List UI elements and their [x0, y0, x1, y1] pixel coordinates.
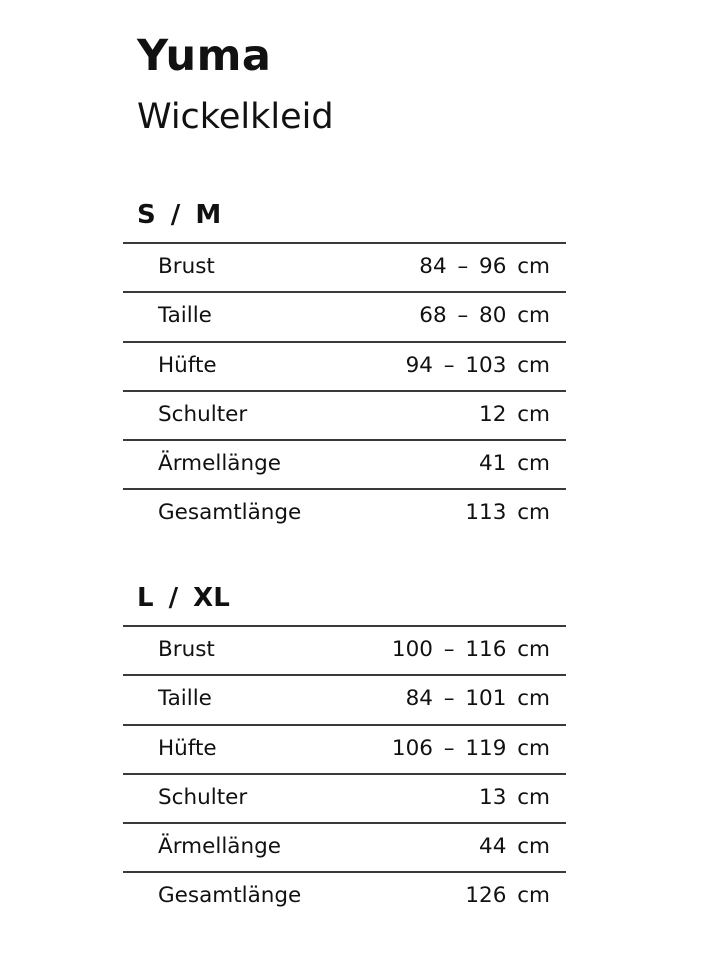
- measurement-label: Schulter: [158, 784, 248, 810]
- table-row: [123, 674, 566, 723]
- section-heading: S / M: [137, 200, 222, 230]
- measurement-label: Ärmellänge: [158, 834, 281, 860]
- measurement-value: 68 – 80 cm: [419, 303, 550, 329]
- measurement-label: Hüfte: [158, 735, 217, 761]
- measurement-table: [123, 625, 566, 921]
- measurement-label: Brust: [158, 254, 215, 279]
- table-row: [123, 488, 566, 537]
- table-row: [123, 773, 566, 822]
- measurement-value: 100 – 116 cm: [391, 637, 550, 662]
- measurement-value: 126 cm: [465, 883, 550, 909]
- table-row: [123, 439, 566, 488]
- table-row: [123, 625, 566, 674]
- measurement-value: 84 – 101 cm: [405, 686, 550, 712]
- measurement-label: Brust: [158, 637, 215, 662]
- table-row: [123, 341, 566, 390]
- measurement-value: 84 – 96 cm: [419, 254, 550, 279]
- measurement-label: Taille: [158, 686, 212, 712]
- measurement-label: Schulter: [158, 401, 248, 427]
- measurement-label: Ärmellänge: [158, 451, 281, 477]
- document-subtitle: Wickelkleid: [137, 97, 334, 137]
- document-title: Yuma: [137, 31, 272, 81]
- table-row: [123, 724, 566, 773]
- measurement-label: Hüfte: [158, 352, 217, 378]
- measurement-value: 106 – 119 cm: [391, 735, 550, 761]
- measurement-label: Gesamtlänge: [158, 500, 302, 526]
- table-row: [123, 291, 566, 340]
- measurement-value: 94 – 103 cm: [405, 352, 550, 378]
- measurement-table: [123, 242, 566, 538]
- measurement-value: 113 cm: [465, 500, 550, 526]
- measurement-value: 12 cm: [479, 401, 550, 427]
- table-row: [123, 242, 566, 291]
- measurement-label: Taille: [158, 303, 212, 329]
- table-row: [123, 822, 566, 871]
- measurement-value: 41 cm: [479, 451, 550, 477]
- measurement-value: 44 cm: [479, 834, 550, 860]
- measurement-value: 13 cm: [479, 784, 550, 810]
- section-heading: L / XL: [137, 583, 230, 613]
- table-row: [123, 390, 566, 439]
- table-row: [123, 871, 566, 920]
- measurement-label: Gesamtlänge: [158, 883, 302, 909]
